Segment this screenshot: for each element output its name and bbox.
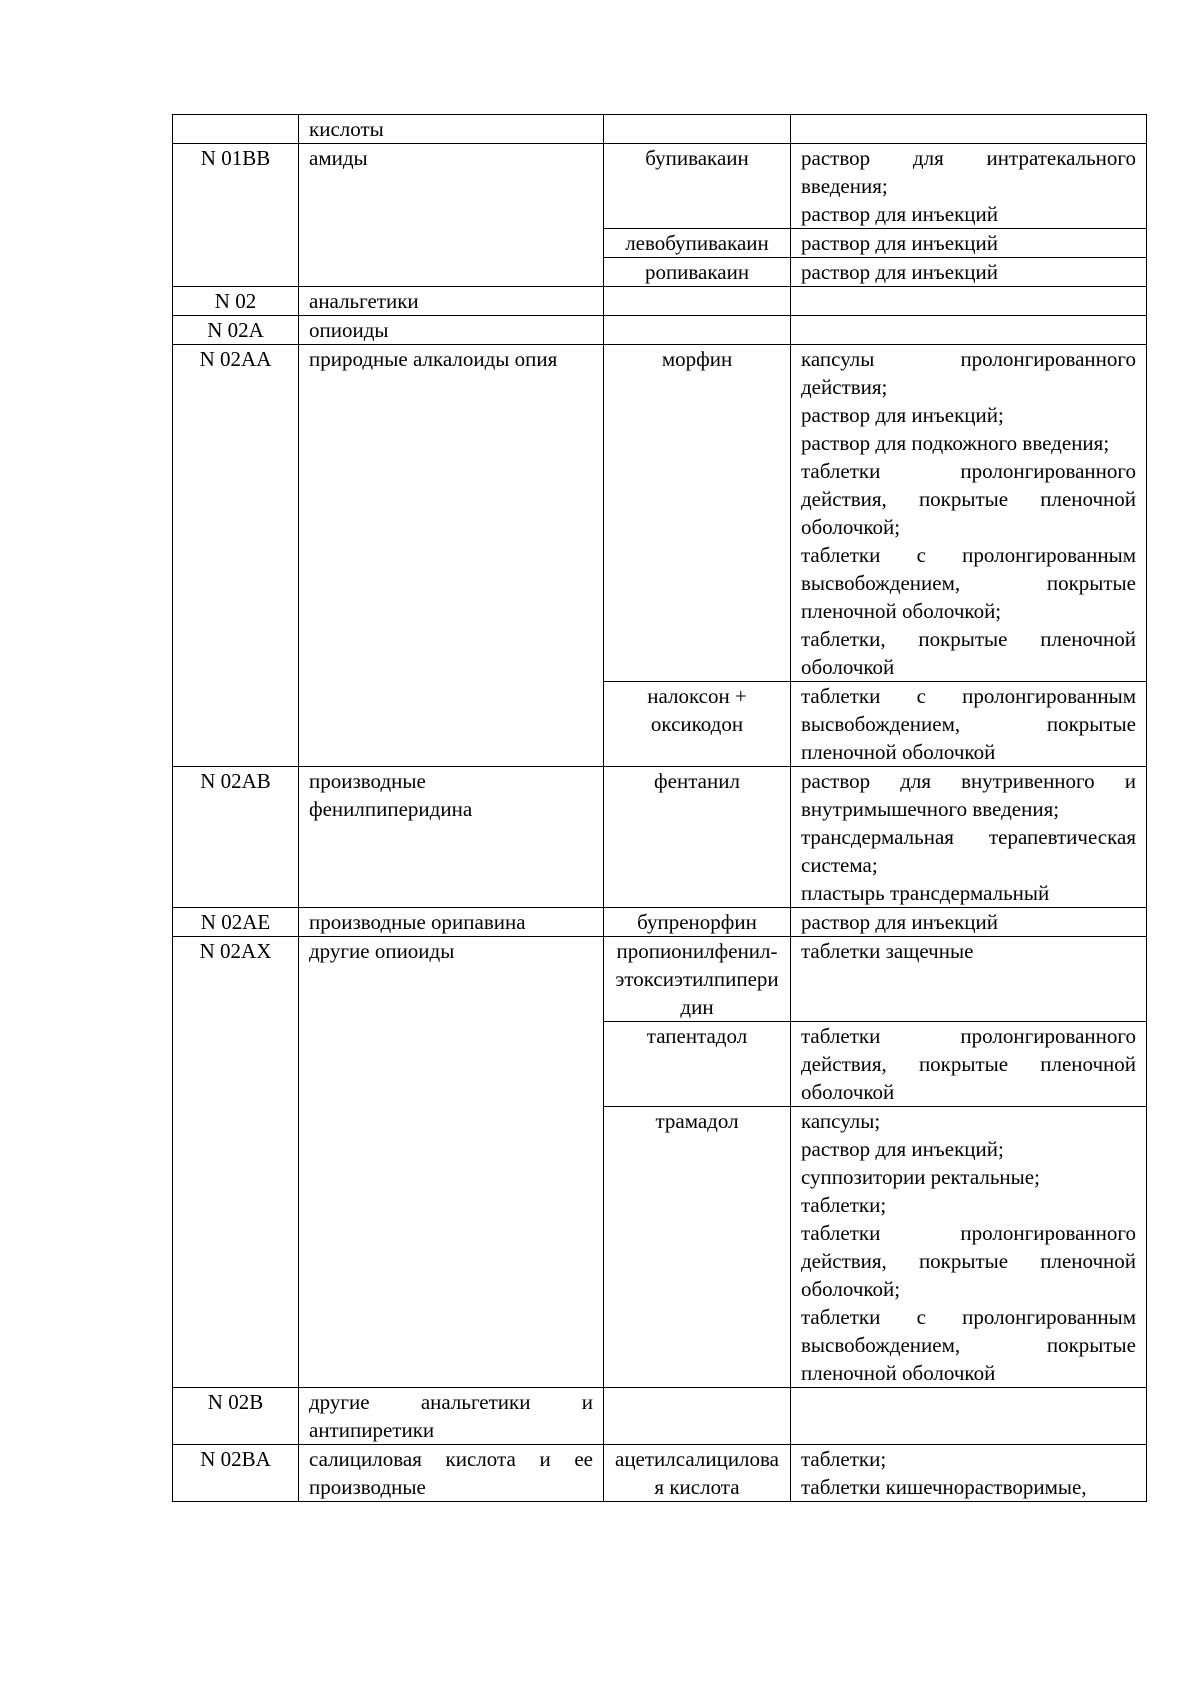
form-item: раствор для инъекций xyxy=(801,202,998,226)
table-row xyxy=(173,937,1147,1022)
drug-cell xyxy=(604,287,791,316)
form-cell xyxy=(791,287,1147,316)
form-cell xyxy=(791,937,1147,1022)
form-item: капсулы; xyxy=(801,1109,881,1133)
group-cell: опиоиды xyxy=(299,316,604,345)
drug-cell: ропивакаин xyxy=(604,258,791,287)
group-cell: природные алкалоиды опия xyxy=(299,345,604,767)
form-cell xyxy=(791,258,1147,287)
atc-code-cell: N 01BB xyxy=(173,144,299,287)
table-row xyxy=(173,1445,1147,1502)
group-cell: другие опиоиды xyxy=(299,937,604,1388)
drug-cell: пропионилфенил-этоксиэтилпиперидин xyxy=(604,937,791,1022)
form-item: таблетки с пролонгированным высвобождением, покрытые пленочной оболочкой xyxy=(801,684,1136,764)
drug-cell: бупивакаин xyxy=(604,144,791,229)
form-item: пластырь трансдермальный xyxy=(801,881,1050,905)
form-cell xyxy=(791,1022,1147,1107)
table-row xyxy=(173,908,1147,937)
form-item: раствор для инъекций xyxy=(801,260,998,284)
form-cell xyxy=(791,682,1147,767)
form-item: таблетки с пролонгированным высвобождением, покрытые пленочной оболочкой xyxy=(801,1305,1136,1385)
form-cell xyxy=(791,115,1147,144)
drug-cell: налоксон + оксикодон xyxy=(604,682,791,767)
atc-code-cell: N 02AA xyxy=(173,345,299,767)
form-item: таблетки; xyxy=(801,1447,887,1471)
form-cell xyxy=(791,1107,1147,1388)
drug-cell: бупренорфин xyxy=(604,908,791,937)
form-cell xyxy=(791,345,1147,682)
drug-cell xyxy=(604,1388,791,1445)
form-cell xyxy=(791,144,1147,229)
atc-code-cell xyxy=(173,115,299,144)
form-item: таблетки, покрытые пленочной оболочкой xyxy=(801,627,1136,679)
atc-code-cell: N 02AX xyxy=(173,937,299,1388)
table-row xyxy=(173,345,1147,682)
table-row xyxy=(173,767,1147,908)
table-row xyxy=(173,115,1147,144)
group-cell: амиды xyxy=(299,144,604,287)
form-cell xyxy=(791,1388,1147,1445)
atc-code-cell: N 02AE xyxy=(173,908,299,937)
drug-classification-table xyxy=(172,114,1147,1502)
form-item: суппозитории ректальные; xyxy=(801,1165,1040,1189)
form-item: таблетки с пролонгированным высвобождением, покрытые пленочной оболочкой; xyxy=(801,543,1136,623)
form-cell xyxy=(791,229,1147,258)
form-item: трансдермальная терапевтическая система; xyxy=(801,825,1136,877)
form-item: таблетки; xyxy=(801,1193,887,1217)
group-cell: производные фенилпиперидина xyxy=(299,767,604,908)
form-item: раствор для внутривенного и внутримышечного введения; xyxy=(801,769,1136,821)
table-row xyxy=(173,287,1147,316)
form-item: таблетки защечные xyxy=(801,939,974,963)
form-item: таблетки пролонгированного действия, покрытые пленочной оболочкой; xyxy=(801,1221,1136,1301)
drug-cell xyxy=(604,316,791,345)
form-item: раствор для инъекций xyxy=(801,231,998,255)
group-cell: производные орипавина xyxy=(299,908,604,937)
atc-code-cell: N 02B xyxy=(173,1388,299,1445)
table-row xyxy=(173,316,1147,345)
group-cell: другие анальгетики и антипиретики xyxy=(299,1388,604,1445)
drug-cell: фентанил xyxy=(604,767,791,908)
form-cell xyxy=(791,908,1147,937)
form-cell xyxy=(791,767,1147,908)
form-item: раствор для инъекций; xyxy=(801,403,1004,427)
form-item: раствор для интратекального введения; xyxy=(801,146,1136,198)
drug-cell: тапентадол xyxy=(604,1022,791,1107)
group-cell: салициловая кислота и ее производные xyxy=(299,1445,604,1502)
atc-code-cell: N 02BA xyxy=(173,1445,299,1502)
atc-code-cell: N 02 xyxy=(173,287,299,316)
form-cell xyxy=(791,316,1147,345)
group-cell: кислоты xyxy=(299,115,604,144)
form-item: капсулы пролонгированного действия; xyxy=(801,347,1136,399)
form-item: раствор для инъекций xyxy=(801,910,998,934)
form-cell xyxy=(791,1445,1147,1502)
group-cell: анальгетики xyxy=(299,287,604,316)
table-row xyxy=(173,1388,1147,1445)
form-item: таблетки пролонгированного действия, покрытые пленочной оболочкой; xyxy=(801,459,1136,539)
form-item: раствор для подкожного введения; xyxy=(801,431,1110,455)
atc-code-cell: N 02AB xyxy=(173,767,299,908)
table-row xyxy=(173,144,1147,229)
drug-cell: ацетилсалициловая кислота xyxy=(604,1445,791,1502)
drug-cell xyxy=(604,115,791,144)
drug-cell: морфин xyxy=(604,345,791,682)
drug-cell: левобупивакаин xyxy=(604,229,791,258)
drug-cell: трамадол xyxy=(604,1107,791,1388)
form-item: раствор для инъекций; xyxy=(801,1137,1004,1161)
form-item: таблетки пролонгированного действия, покрытые пленочной оболочкой xyxy=(801,1024,1136,1104)
form-item: таблетки кишечнорастворимые, xyxy=(801,1475,1087,1499)
atc-code-cell: N 02A xyxy=(173,316,299,345)
